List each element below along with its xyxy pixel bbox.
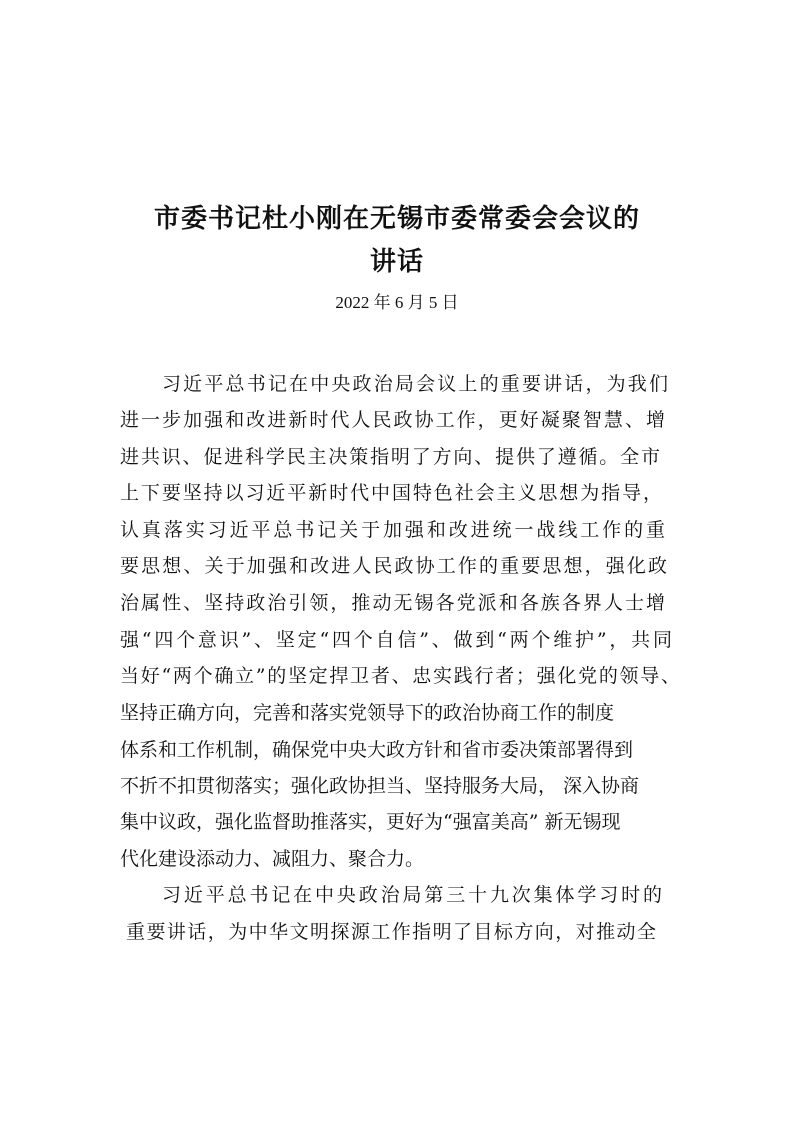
text-line: 治属性、坚持政治引领，推动无锡各党派和各族各界人士增 <box>120 592 665 614</box>
text-line: 要思想、关于加强和改进人民政协工作的重要思想，强化政 <box>120 555 667 577</box>
text-line: 进一步加强和改进新时代人民政协工作，更好凝聚智慧、增 <box>120 409 665 431</box>
document-title-line-1: 市委书记杜小刚在无锡市委常委会会议的 <box>153 204 640 234</box>
text-line: 代化建设添动力、减阻力、聚合力。 <box>120 848 425 870</box>
text-line: 重要讲话，为中华文明探源工作指明了目标方向，对推动全 <box>126 921 656 943</box>
document-date: 2022 年 6 月 5 日 <box>335 293 459 312</box>
text-line: 习近平总书记在中央政治局会议上的重要讲话，为我们 <box>162 373 668 395</box>
text-line: 当好“两个确立”的坚定捍卫者、忠实践行者；强化党的领导、 <box>120 665 680 687</box>
text-line: 不折不扣贯彻落实；强化政协担当、坚持服务大局， 深入协商 <box>120 775 640 797</box>
text-line: 上下要坚持以习近平新时代中国特色社会主义思想为指导， <box>120 482 662 504</box>
text-line: 强“四个意识”、坚定“四个自信”、做到“两个维护”，共同 <box>120 629 672 651</box>
text-line: 集中议政，强化监督助推落实，更好为“强富美高” 新无锡现 <box>120 811 621 833</box>
text-line: 认真落实习近平总书记关于加强和改进统一战线工作的重 <box>120 519 665 541</box>
text-line: 习近平总书记在中央政治局第三十九次集体学习时的 <box>162 884 662 906</box>
text-line: 体系和工作机制，确保党中央大政方针和省市委决策部署得到 <box>120 739 634 761</box>
text-line: 进共识、促进科学民主决策指明了方向、提供了遵循。全市 <box>120 446 660 468</box>
text-line: 坚持正确方向，完善和落实党领导下的政治协商工作的制度 <box>120 702 615 724</box>
document-title-line-2: 讲话 <box>369 247 424 277</box>
